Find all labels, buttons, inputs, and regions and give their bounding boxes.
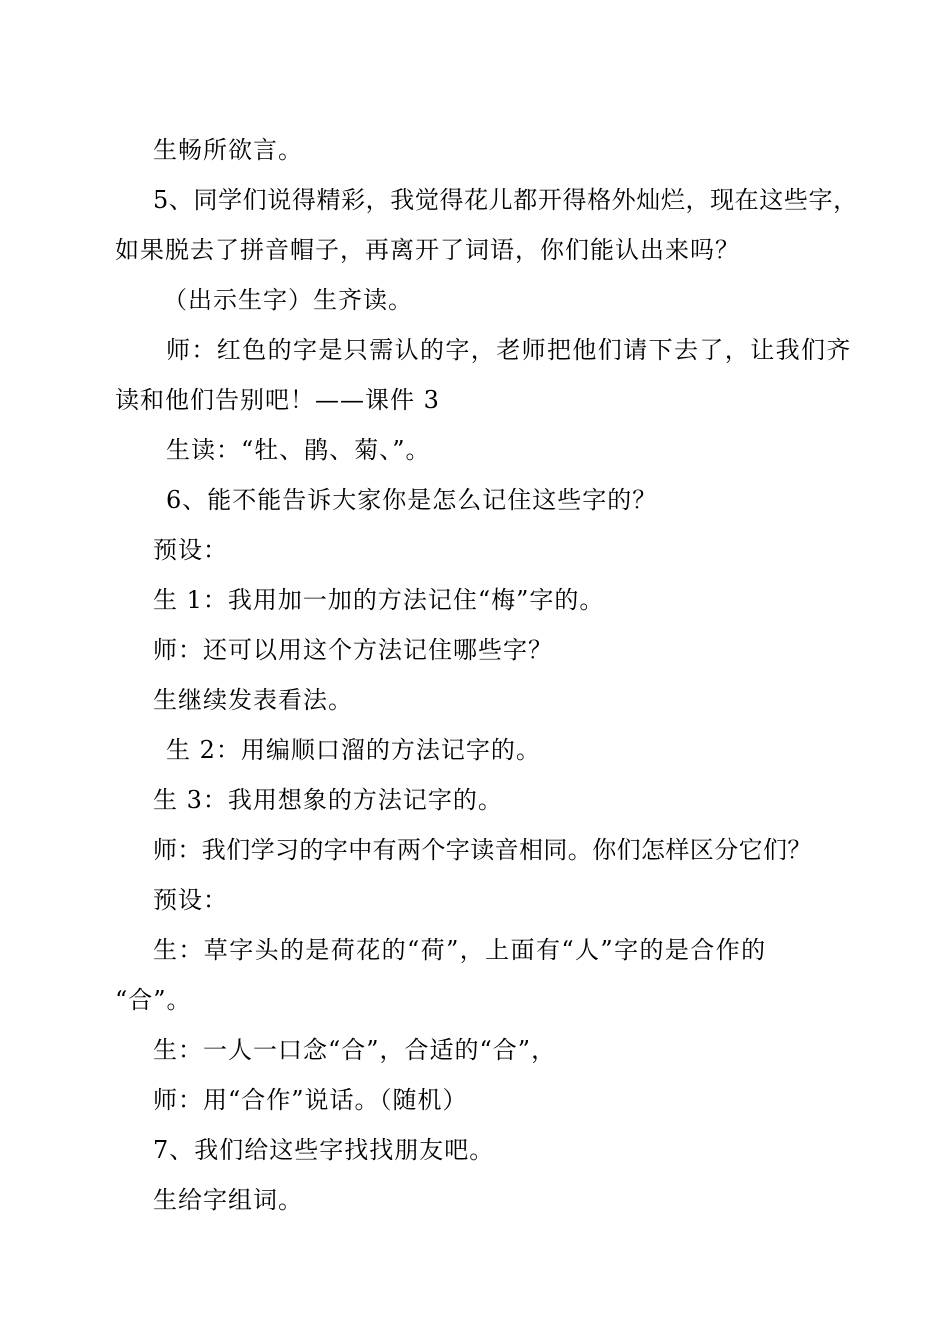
paragraph-line: 生：一人一口念“合”，合适的“合”， bbox=[153, 1036, 557, 1064]
paragraph-line: 7、我们给这些字找找朋友吧。 bbox=[153, 1136, 495, 1164]
paragraph-line: 师：我们学习的字中有两个字读音相同。你们怎样区分它们？ bbox=[153, 836, 812, 864]
paragraph-line: 师：红色的字是只需认的字，老师把他们请下去了，让我们齐 bbox=[166, 336, 852, 364]
paragraph-line: 生 2：用编顺口溜的方法记字的。 bbox=[166, 736, 541, 764]
paragraph-line: “合”。 bbox=[115, 986, 192, 1014]
paragraph-line: 生继续发表看法。 bbox=[153, 686, 353, 714]
paragraph-line: 6、能不能告诉大家你是怎么记住这些字的？ bbox=[166, 486, 658, 514]
paragraph-line: 5、同学们说得精彩，我觉得花儿都开得格外灿烂，现在这些字， bbox=[153, 186, 858, 214]
paragraph-line: 生 1：我用加一加的方法记住“梅”字的。 bbox=[153, 586, 605, 614]
paragraph-line: 预设： bbox=[153, 536, 228, 564]
paragraph-line: 生给字组词。 bbox=[153, 1186, 303, 1214]
paragraph-line: 生读：“牡、鹃、菊、”。 bbox=[166, 436, 431, 464]
paragraph-line: （出示生字）生齐读。 bbox=[163, 286, 413, 314]
paragraph-line: 如果脱去了拼音帽子，再离开了词语，你们能认出来吗？ bbox=[115, 236, 740, 264]
paragraph-line: 师：还可以用这个方法记住哪些字？ bbox=[153, 636, 553, 664]
paragraph-line: 预设： bbox=[153, 886, 228, 914]
paragraph-line: 师：用“合作”说话。（随机） bbox=[153, 1086, 468, 1114]
paragraph-line: 生：草字头的是荷花的“荷”，上面有“人”字的是合作的 bbox=[153, 936, 767, 964]
paragraph-line: 生畅所欲言。 bbox=[153, 136, 303, 164]
paragraph-line: 生 3：我用想象的方法记字的。 bbox=[153, 786, 503, 814]
paragraph-line: 读和他们告别吧！——课件 3 bbox=[115, 386, 440, 414]
